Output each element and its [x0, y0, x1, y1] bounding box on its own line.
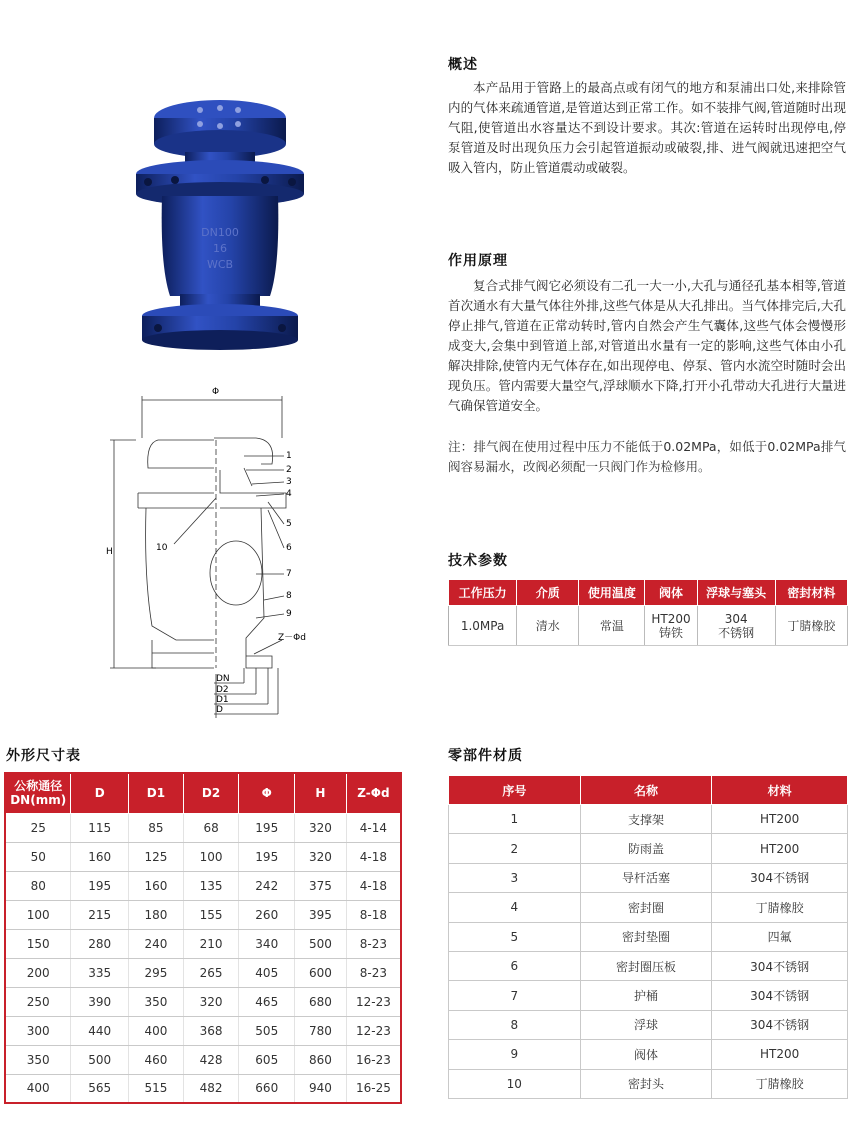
tech-header: 浮球与塞头	[697, 580, 775, 606]
table-row	[449, 922, 848, 951]
tech-table	[448, 579, 848, 646]
dimensions-title: 外形尺寸表	[6, 748, 81, 764]
table-cell: HT200	[712, 834, 848, 863]
table-row	[449, 834, 848, 863]
dim-header-row	[5, 773, 401, 813]
table-cell: 密封垫圈	[580, 922, 712, 951]
tech-header: 阀体	[645, 580, 697, 606]
table-cell: 460	[129, 1045, 184, 1074]
dim-header: Z-Φd	[346, 773, 401, 813]
parts-header: 材料	[712, 776, 848, 805]
dim-header: Φ	[239, 773, 295, 813]
table-row	[449, 805, 848, 834]
table-row	[5, 813, 401, 842]
table-cell: 780	[295, 1016, 347, 1045]
table-cell: 375	[295, 871, 347, 900]
table-cell: 12-23	[346, 1016, 401, 1045]
dim-header: D1	[129, 773, 184, 813]
table-cell: 304不锈钢	[712, 1010, 848, 1039]
callout-6: 6	[286, 543, 292, 553]
table-cell: 5	[449, 922, 581, 951]
parts-header: 名称	[580, 776, 712, 805]
table-cell: 210	[183, 929, 239, 958]
table-row	[449, 1069, 848, 1098]
table-cell: 350	[129, 987, 184, 1016]
table-row	[449, 981, 848, 1010]
table-row	[5, 842, 401, 871]
table-cell: 565	[71, 1074, 129, 1103]
table-row	[449, 1010, 848, 1039]
table-cell: 密封头	[580, 1069, 712, 1098]
table-cell: 160	[71, 842, 129, 871]
table-cell: 160	[129, 871, 184, 900]
table-cell: 4-14	[346, 813, 401, 842]
table-cell: 320	[295, 813, 347, 842]
table-cell: 340	[239, 929, 295, 958]
table-cell: 350	[5, 1045, 71, 1074]
table-cell: 16-25	[346, 1074, 401, 1103]
table-cell: 85	[129, 813, 184, 842]
table-cell: 68	[183, 813, 239, 842]
dim-header: D	[71, 773, 129, 813]
table-cell: HT200	[712, 1040, 848, 1069]
tech-header: 使用温度	[579, 580, 645, 606]
table-cell: 600	[295, 958, 347, 987]
dim-header: H	[295, 773, 347, 813]
table-cell: 4-18	[346, 871, 401, 900]
table-cell: 80	[5, 871, 71, 900]
table-cell: 8-23	[346, 929, 401, 958]
table-cell: 3	[449, 863, 581, 892]
table-cell: 860	[295, 1045, 347, 1074]
table-cell: 250	[5, 987, 71, 1016]
table-cell: 395	[295, 900, 347, 929]
callout-7: 7	[286, 569, 292, 579]
tech-cell: 1.0MPa	[449, 606, 517, 646]
callout-8: 8	[286, 591, 292, 601]
tech-cell: HT200 铸铁	[645, 606, 697, 646]
table-cell: 100	[183, 842, 239, 871]
table-cell: 丁腈橡胶	[712, 1069, 848, 1098]
parts-table	[448, 775, 848, 1099]
dimensions-table	[4, 772, 402, 1104]
table-row	[5, 871, 401, 900]
valve-section-diagram	[96, 378, 336, 718]
table-row	[5, 1045, 401, 1074]
table-row	[449, 863, 848, 892]
table-cell: 660	[239, 1074, 295, 1103]
table-cell: 丁腈橡胶	[712, 893, 848, 922]
table-cell: 680	[295, 987, 347, 1016]
parts-header: 序号	[449, 776, 581, 805]
table-cell: 8-18	[346, 900, 401, 929]
table-cell: 320	[183, 987, 239, 1016]
table-cell: 4-18	[346, 842, 401, 871]
table-cell: 10	[449, 1069, 581, 1098]
table-cell: 335	[71, 958, 129, 987]
table-cell: 支撑架	[580, 805, 712, 834]
table-cell: 240	[129, 929, 184, 958]
table-cell: 1	[449, 805, 581, 834]
tech-header-row	[449, 580, 848, 606]
tech-cell: 常温	[579, 606, 645, 646]
callout-5: 5	[286, 519, 292, 529]
tech-cell: 304 不锈钢	[697, 606, 775, 646]
tech-header: 密封材料	[775, 580, 847, 606]
table-cell: 155	[183, 900, 239, 929]
table-cell: 防雨盖	[580, 834, 712, 863]
table-cell: 280	[71, 929, 129, 958]
overview-text: 本产品用于管路上的最高点或有闭气的地方和泵浦出口处,来排除管内的气体来疏通管道,是管道达到正常工作。如不装排气阀,管道随时出现气阻,使管道出水容量达不到设计要求。其次:管道在运转时出现停电,停泵管道及时出现负压力会引起管道振动或破裂,排、进气阀就迅速把空气吸入管内，防止管道震动或破裂。	[448, 80, 846, 175]
table-row	[5, 1016, 401, 1045]
overview-title: 概述	[448, 57, 478, 73]
dim-header: 公称通径 DN(mm)	[5, 773, 71, 813]
table-cell: 428	[183, 1045, 239, 1074]
table-row	[449, 893, 848, 922]
callout-1: 1	[286, 451, 292, 461]
table-cell: 8	[449, 1010, 581, 1039]
photo-label-pn: 16	[213, 242, 227, 255]
diagram-dim-d: D	[216, 705, 223, 715]
table-cell: 密封圈	[580, 893, 712, 922]
table-cell: 390	[71, 987, 129, 1016]
table-row	[5, 929, 401, 958]
table-cell: 护桶	[580, 981, 712, 1010]
tech-row	[449, 606, 848, 646]
table-cell: 242	[239, 871, 295, 900]
dim-header: D2	[183, 773, 239, 813]
table-cell: 200	[5, 958, 71, 987]
table-cell: 12-23	[346, 987, 401, 1016]
table-cell: 368	[183, 1016, 239, 1045]
valve-product-photo	[130, 96, 310, 361]
parts-header-row	[449, 776, 848, 805]
table-cell: 115	[71, 813, 129, 842]
table-cell: 195	[71, 871, 129, 900]
table-cell: 500	[295, 929, 347, 958]
table-cell: 605	[239, 1045, 295, 1074]
table-cell: 940	[295, 1074, 347, 1103]
table-cell: 304不锈钢	[712, 951, 848, 980]
table-cell: 7	[449, 981, 581, 1010]
table-cell: 16-23	[346, 1045, 401, 1074]
table-cell: 125	[129, 842, 184, 871]
table-cell: 482	[183, 1074, 239, 1103]
table-row	[449, 1040, 848, 1069]
table-cell: 405	[239, 958, 295, 987]
table-cell: 150	[5, 929, 71, 958]
table-row	[5, 958, 401, 987]
table-cell: 50	[5, 842, 71, 871]
table-cell: 阀体	[580, 1040, 712, 1069]
table-cell: 2	[449, 834, 581, 863]
table-cell: 密封圈压板	[580, 951, 712, 980]
callout-10: 10	[156, 543, 168, 553]
table-cell: 265	[183, 958, 239, 987]
principle-text: 复合式排气阀它必须设有二孔一大一小,大孔与通径孔基本相等,管道首次通水有大量气体往外排,这些气体是从大孔排出。当气体排完后,大孔停止排气,管道在正常动转时,管内自然会产生气囊体,这些气体会慢慢形成变大,会集中到管道上部,对管道出水量有一定的影响,这些气体由小孔解决排除,使管内无气体存在,如出现停电、停泵、管内水流空时随时会出现负压。管内需要大量空气,浮球顺水下降,打开小孔带动大孔进行大量进气确保管道安全。	[448, 278, 846, 413]
table-row	[5, 987, 401, 1016]
table-cell: 180	[129, 900, 184, 929]
table-cell: 320	[295, 842, 347, 871]
table-cell: 505	[239, 1016, 295, 1045]
table-cell: 304不锈钢	[712, 863, 848, 892]
diagram-zphid-label: Z－Φd	[278, 633, 306, 643]
table-cell: 9	[449, 1040, 581, 1069]
parts-title: 零部件材质	[448, 748, 523, 764]
diagram-dim-d2: D2	[216, 685, 229, 695]
table-cell: 500	[71, 1045, 129, 1074]
table-cell: 100	[5, 900, 71, 929]
table-cell: 导杆活塞	[580, 863, 712, 892]
table-cell: 6	[449, 951, 581, 980]
table-cell: 400	[129, 1016, 184, 1045]
tech-cell: 清水	[517, 606, 579, 646]
tech-cell: 丁腈橡胶	[775, 606, 847, 646]
principle-title: 作用原理	[448, 253, 508, 269]
table-cell: 四氟	[712, 922, 848, 951]
tech-header: 工作压力	[449, 580, 517, 606]
table-cell: 25	[5, 813, 71, 842]
table-row	[449, 951, 848, 980]
diagram-phi-label: Φ	[212, 387, 220, 397]
table-cell: HT200	[712, 805, 848, 834]
table-cell: 195	[239, 813, 295, 842]
table-cell: 8-23	[346, 958, 401, 987]
table-cell: 300	[5, 1016, 71, 1045]
photo-label-dn: DN100	[201, 226, 239, 239]
photo-label-material: WCB	[206, 258, 234, 271]
table-cell: 浮球	[580, 1010, 712, 1039]
table-cell: 195	[239, 842, 295, 871]
diagram-h-label: H	[106, 547, 113, 557]
callout-2: 2	[286, 465, 292, 475]
table-cell: 295	[129, 958, 184, 987]
table-cell: 135	[183, 871, 239, 900]
table-cell: 215	[71, 900, 129, 929]
table-cell: 440	[71, 1016, 129, 1045]
table-cell: 4	[449, 893, 581, 922]
callout-4: 4	[286, 489, 292, 499]
table-cell: 260	[239, 900, 295, 929]
table-row	[5, 900, 401, 929]
diagram-dim-d1: D1	[216, 695, 229, 705]
table-cell: 465	[239, 987, 295, 1016]
tech-header: 介质	[517, 580, 579, 606]
tech-title: 技术参数	[448, 553, 508, 569]
note-text: 注：排气阀在使用过程中压力不能低于0.02MPa，如低于0.02MPa排气阀容易漏水，改阀必须配一只阀门作为检修用。	[448, 439, 846, 474]
table-cell: 515	[129, 1074, 184, 1103]
table-row	[5, 1074, 401, 1103]
table-cell: 400	[5, 1074, 71, 1103]
callout-3: 3	[286, 477, 292, 487]
diagram-dim-dn: DN	[216, 674, 230, 684]
callout-9: 9	[286, 609, 292, 619]
table-cell: 304不锈钢	[712, 981, 848, 1010]
